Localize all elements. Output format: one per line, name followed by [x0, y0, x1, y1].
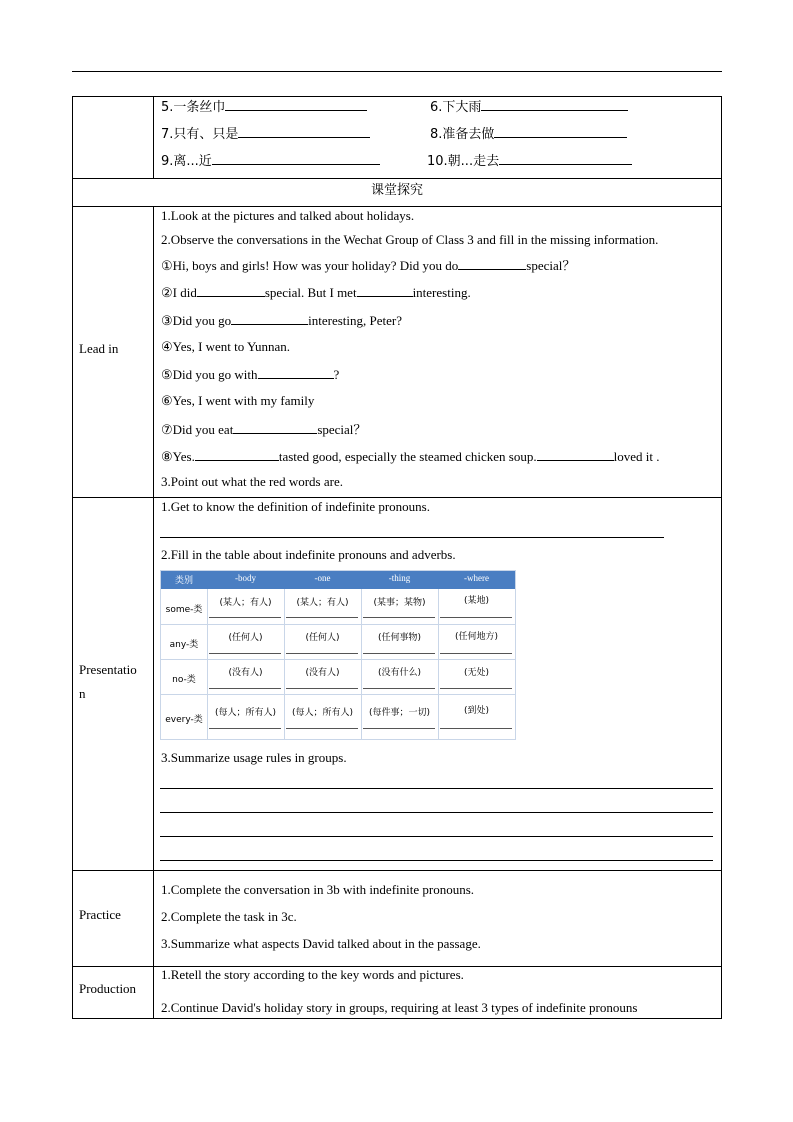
answer-line[interactable]	[209, 688, 281, 689]
lead-in-label: Lead in	[79, 341, 119, 356]
answer-line[interactable]	[440, 728, 512, 729]
vocab-label-cell	[72, 96, 154, 179]
vocab-item-8: 8.准备去做	[430, 125, 627, 143]
header-category: 类别	[174, 576, 193, 586]
answer-line[interactable]	[363, 617, 435, 618]
cell-any-body: (任何人)	[228, 633, 263, 643]
answer-line[interactable]	[286, 688, 358, 689]
answer-line[interactable]	[363, 728, 435, 729]
answer-blank[interactable]	[238, 125, 370, 138]
answer-blank[interactable]	[537, 448, 614, 461]
cell-some-one: (某人；有人)	[296, 598, 349, 608]
vocab-item-6: 6.下大雨	[430, 98, 628, 116]
practice-line-3: 3.Summarize what aspects David talked about in the passage.	[161, 936, 481, 951]
row-label-no: no-类	[172, 675, 196, 685]
cell-any-one: (任何人)	[305, 633, 340, 643]
answer-line[interactable]	[440, 617, 512, 618]
presentation-label-cell	[72, 497, 154, 871]
answer-blank[interactable]	[195, 448, 279, 461]
vocab-item-9: 9.离...近	[161, 152, 380, 170]
dialogue-5: ⑤Did you go with ?	[161, 367, 340, 382]
row-label-any: any-类	[169, 640, 199, 650]
cell-every-one: (每人；所有人)	[291, 708, 354, 718]
vocab-item-5: 5.一条丝巾	[161, 98, 367, 116]
pronoun-table-header	[161, 571, 515, 589]
answer-line[interactable]	[209, 728, 281, 729]
answer-blank[interactable]	[233, 421, 317, 434]
cell-some-body: (某人；有人)	[219, 598, 272, 608]
cell-some-thing: (某事；某物)	[373, 598, 426, 608]
answer-blank[interactable]	[494, 125, 627, 138]
dialogue-2: ②I did special. But I met interesting.	[161, 285, 471, 300]
presentation-line-3: 3.Summarize usage rules in groups.	[161, 750, 347, 765]
answer-line[interactable]	[286, 653, 358, 654]
cell-no-thing: (没有什么)	[377, 668, 422, 678]
dialogue-8: ⑧Yes. tasted good, especially the steamed chicken soup. loved it .	[161, 449, 660, 464]
lead-in-line-3: 3.Point out what the red words are.	[161, 474, 343, 489]
cell-no-body: (没有人)	[228, 668, 263, 678]
answer-line[interactable]	[209, 617, 281, 618]
answer-line[interactable]	[160, 788, 713, 789]
answer-line[interactable]	[160, 537, 664, 538]
answer-blank[interactable]	[458, 257, 526, 270]
lead-in-line-2: 2.Observe the conversations in the Wechat Group of Class 3 and fill in the missing information.	[161, 232, 659, 247]
answer-blank[interactable]	[231, 312, 308, 325]
cell-any-where: (任何地方)	[454, 632, 499, 642]
production-line-2: 2.Continue David's holiday story in groups, requiring at least 3 types of indefinite pronouns	[161, 1000, 638, 1015]
production-label: Production	[79, 981, 137, 996]
answer-line[interactable]	[363, 653, 435, 654]
presentation-line-1: 1.Get to know the definition of indefinite pronouns.	[161, 499, 430, 514]
answer-line[interactable]	[160, 836, 713, 837]
vocab-item-7: 7.只有、只是	[161, 125, 370, 143]
answer-line[interactable]	[160, 812, 713, 813]
cell-no-one: (没有人)	[305, 668, 340, 678]
answer-blank[interactable]	[499, 152, 632, 165]
cell-every-where: (到处)	[463, 706, 490, 716]
section-title: 课堂探究	[370, 183, 423, 198]
answer-blank[interactable]	[258, 366, 334, 379]
answer-line[interactable]	[440, 688, 512, 689]
header-body: -body	[235, 573, 256, 583]
row-label-every: every-类	[165, 715, 203, 725]
header-where: -where	[464, 573, 489, 583]
cell-any-thing: (任何事物)	[377, 633, 422, 643]
header-thing: -thing	[388, 573, 411, 583]
cell-every-thing: (每件事；一切)	[368, 708, 431, 718]
dialogue-3: ③Did you go interesting, Peter?	[161, 313, 403, 328]
row-label-some: some-类	[165, 605, 203, 615]
answer-line[interactable]	[363, 688, 435, 689]
dialogue-6: ⑥Yes, I went with my family	[161, 393, 315, 408]
answer-line[interactable]	[286, 617, 358, 618]
cell-some-where: (某地)	[463, 596, 490, 606]
answer-line[interactable]	[440, 653, 512, 654]
practice-label: Practice	[79, 907, 121, 922]
presentation-label-1: Presentatio	[79, 662, 137, 677]
practice-line-2: 2.Complete the task in 3c.	[161, 909, 297, 924]
cell-no-where: (无处)	[463, 668, 490, 678]
page-header-rule	[72, 71, 722, 72]
presentation-label-2: n	[79, 686, 86, 701]
cell-every-body: (每人；所有人)	[214, 708, 277, 718]
dialogue-7: ⑦Did you eat special？	[161, 422, 367, 437]
pronoun-table	[160, 570, 516, 740]
answer-blank[interactable]	[212, 152, 380, 165]
header-one: -one	[314, 573, 331, 583]
answer-line[interactable]	[160, 860, 713, 861]
presentation-line-2: 2.Fill in the table about indefinite pronouns and adverbs.	[161, 547, 456, 562]
answer-line[interactable]	[286, 728, 358, 729]
vocab-item-10: 10.朝...走去	[427, 152, 632, 170]
answer-blank[interactable]	[481, 98, 628, 111]
answer-blank[interactable]	[197, 284, 265, 297]
production-line-1: 1.Retell the story according to the key words and pictures.	[161, 967, 464, 982]
lead-in-line-1: 1.Look at the pictures and talked about holidays.	[161, 208, 415, 223]
answer-blank[interactable]	[225, 98, 367, 111]
dialogue-1: ①Hi, boys and girls! How was your holiday? Did you do special？	[161, 258, 576, 273]
dialogue-4: ④Yes, I went to Yunnan.	[161, 339, 291, 354]
answer-blank[interactable]	[357, 284, 413, 297]
practice-line-1: 1.Complete the conversation in 3b with indefinite pronouns.	[161, 882, 475, 897]
answer-line[interactable]	[209, 653, 281, 654]
